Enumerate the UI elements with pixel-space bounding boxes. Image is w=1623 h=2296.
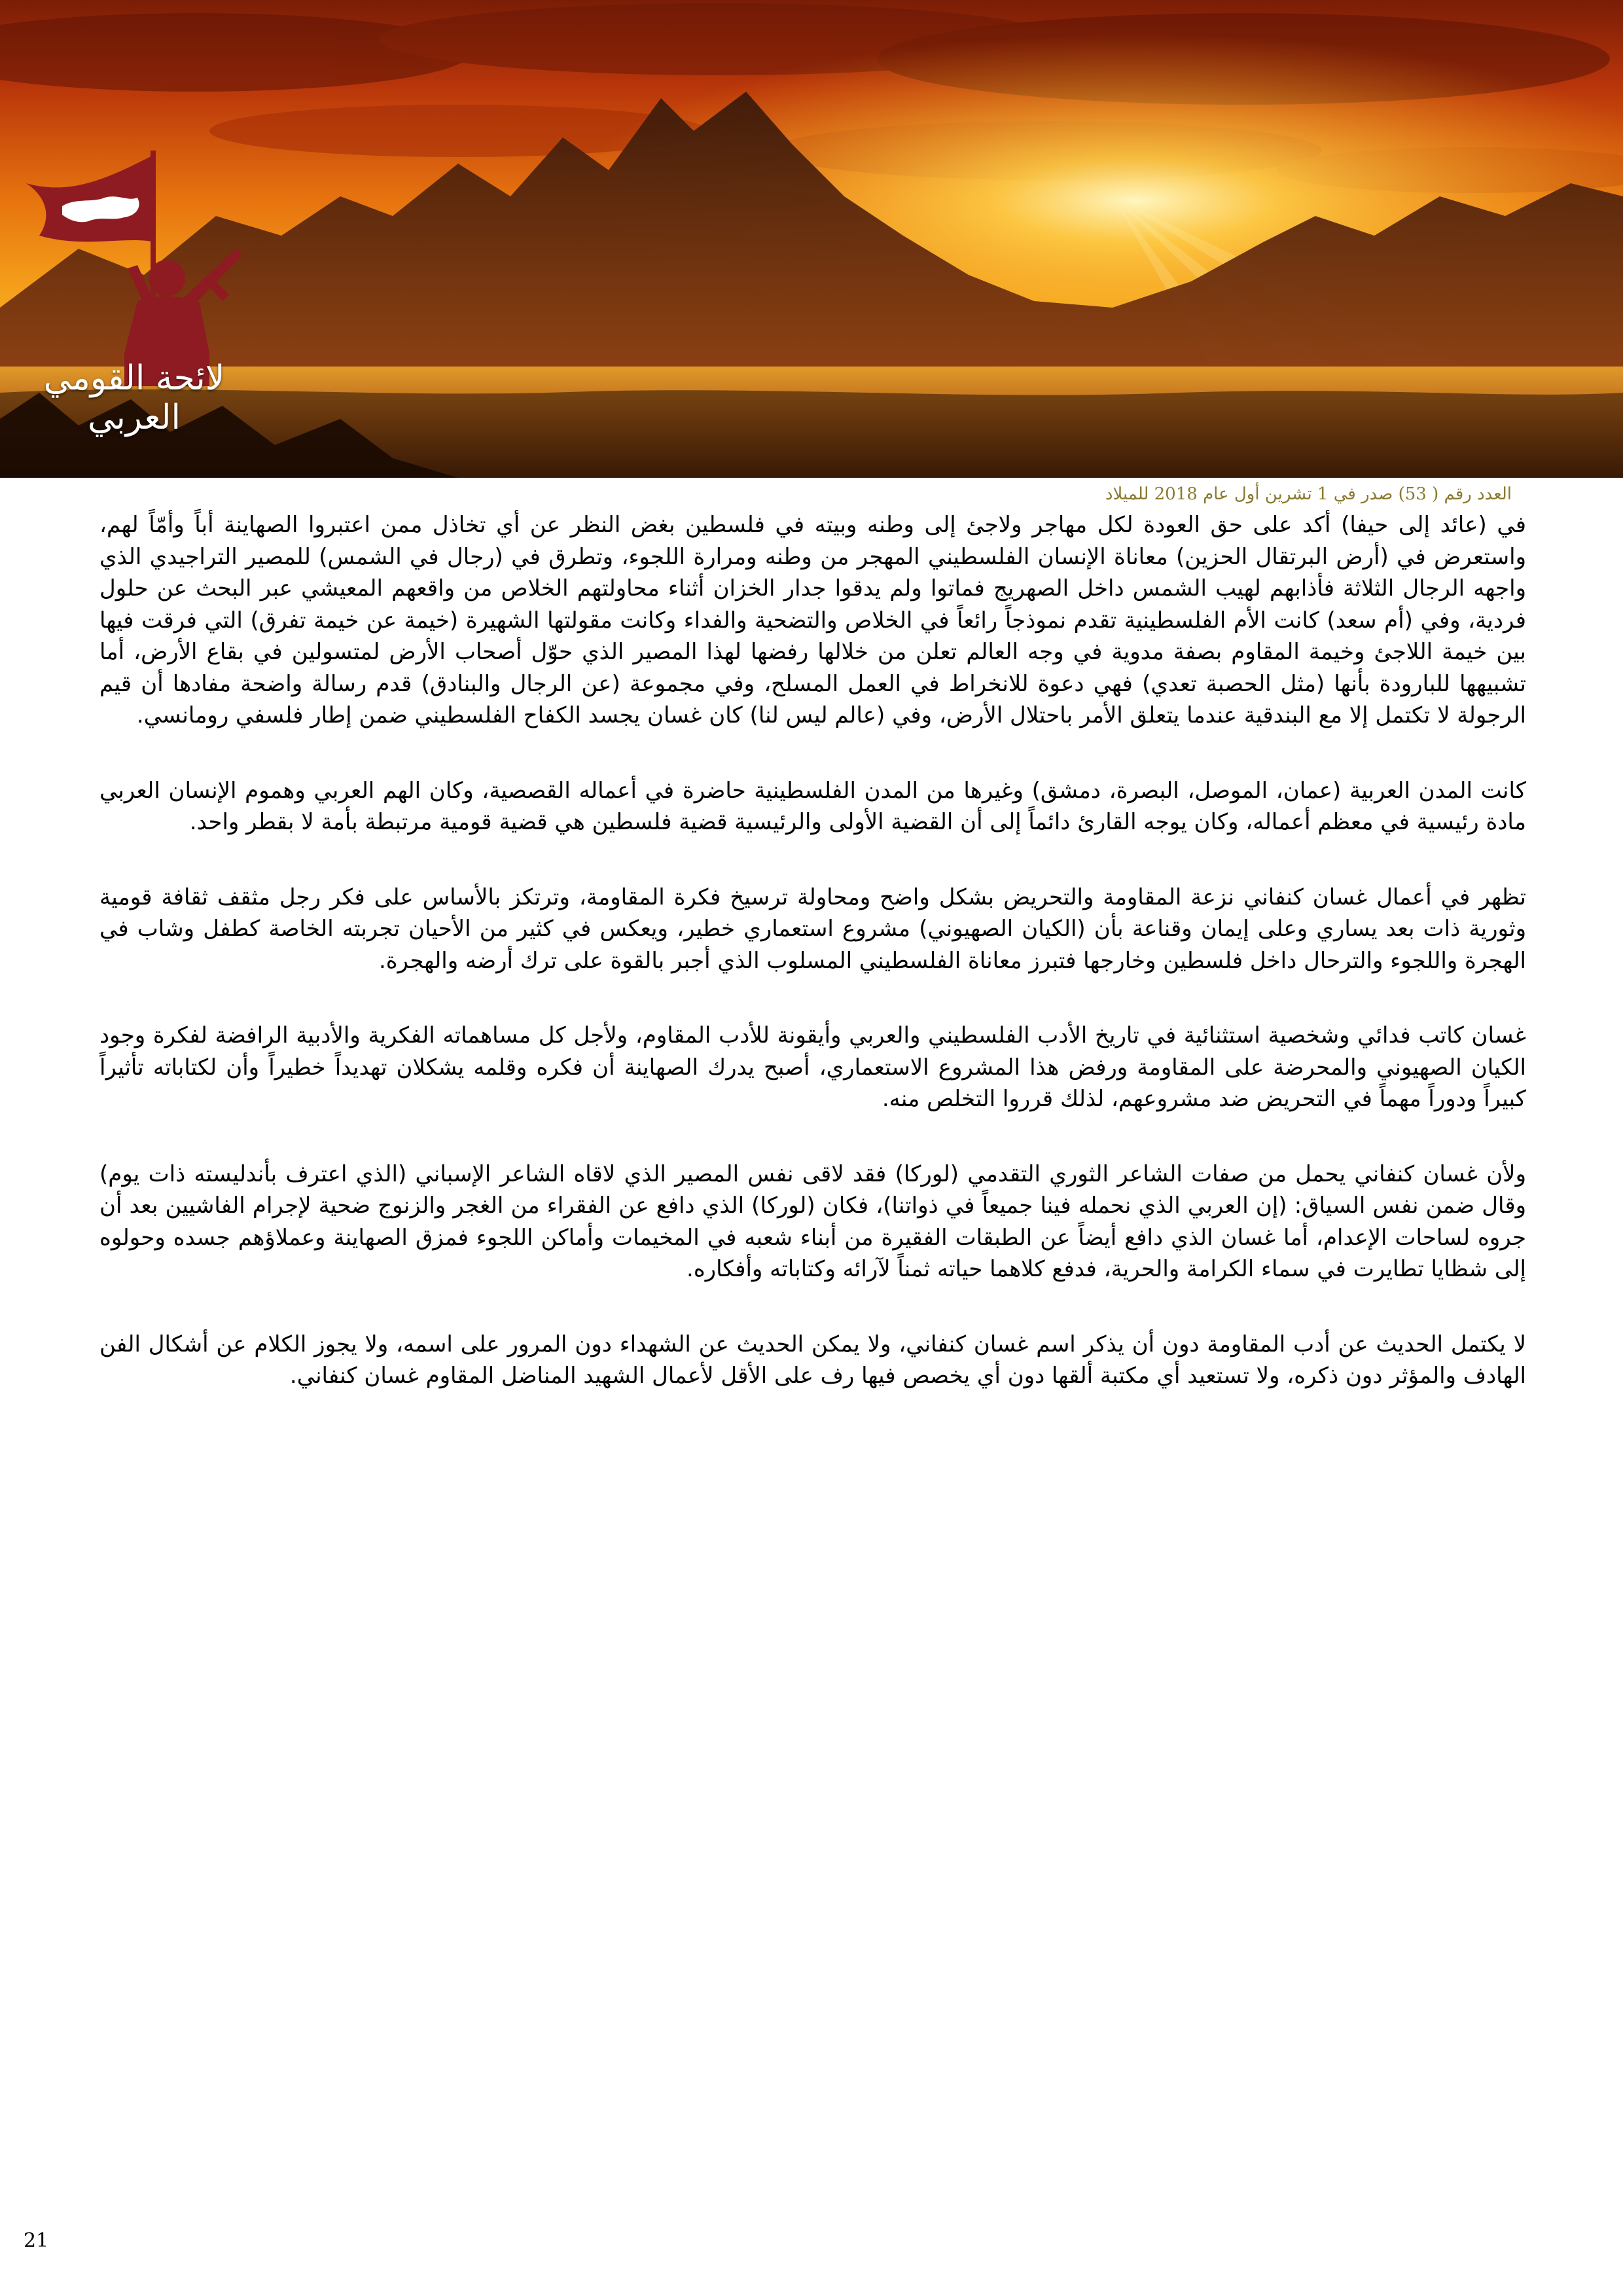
article-paragraph: لا يكتمل الحديث عن أدب المقاومة دون أن يذكر اسم غسان كنفاني، ولا يمكن الحديث عن الشهداء دون المرور على اسمه، ولا يجوز الكلام عن أشكال الفن الهادف والمؤثر دون ذكره، ولا تستعيد أي مكتبة ألقها دون أي يخصص فيها رف على الأقل لأعمال الشهيد المناضل المقاوم غسان كنفاني.: [99, 1331, 1526, 1389]
article-paragraph: كانت المدن العربية (عمان، الموصل، البصرة، دمشق) وغيرها من المدن الفلسطينية حاضرة في أعماله القصصية، وكان الهم العربي وهموم الإنسان العربي مادة رئيسية في معظم أعماله، وكان يوجه القارئ دائماً إلى أن القضية الأولى والرئيسية قضية فلسطين هي قضية قومية مرتبطة بأمة لا بقطر واحد.: [99, 777, 1526, 835]
article-paragraph: تظهر في أعمال غسان كنفاني نزعة المقاومة والتحريض بشكل واضح ومحاولة ترسيخ فكرة المقاومة، وترتكز بالأساس على فكر رجل مثقف ثقافة قومية وثورية ذات بعد يساري وعلى إيمان وقناعة بأن (الكيان الصهيوني) مشروع استعماري خطير، ويعكس في كثير من الأحيان تجربته الخاصة كطفل وشاب في الهجرة واللجوء والترحال داخل فلسطين وخارجها فتبرز معاناة الفلسطيني المسلوب الذي أجبر بالقوة على ترك أرضه والهجرة.: [99, 884, 1526, 974]
header-banner: [0, 0, 1623, 478]
flag-icon: [26, 154, 156, 242]
logo-caption: لائحة القومي العربي: [43, 359, 225, 437]
figure-head: [149, 260, 185, 296]
article-body: [99, 509, 1526, 1435]
article-paragraph: غسان كاتب فدائي وشخصية استثنائية في تاريخ الأدب الفلسطيني والعربي وأيقونة للأدب المقاوم، ولأجل كل مساهماته الفكرية والأدبية الرافضة لفكرة وجود الكيان الصهيوني والمحرضة على المقاومة ورفض هذا المشروع الاستعماري، أصبح يدرك الصهاينة أن فكره وقلمه يشكلان تهديداً خطيراً وأن لكتاباته تأثيراً كبيراً ودوراً مهماً في التحريض ضد مشروعهم، لذلك قرروا التخلص منه.: [99, 1022, 1526, 1112]
article-paragraph: ولأن غسان كنفاني يحمل من صفات الشاعر الثوري التقدمي (لوركا) فقد لاقى نفس المصير الذي لاقاه الشاعر الإسباني (الذي اعترف بأندليسته ذات يوم) وقال ضمن نفس السياق: (إن العربي الذي نحمله فينا جميعاً في ذواتنا)، فكان (لوركا) الذي دافع عن الفقراء من الغجر والزنوج ضحية لإجرام الفاشيين بعد أن جروه لساحات الإعدام، أما غسان الذي دافع أيضاً عن الطبقات الفقيرة من أبناء شعبه في المخيمات وأماكن اللجوء فمزق الصهاينة وعملاؤهم جسده وحولوه إلى شظايا تطايرت في سماء الكرامة والحرية، فدفع كلاهما حياته ثمناً لآرائه وكتاباته وأفكاره.: [99, 1160, 1526, 1282]
issue-info: العدد رقم ( 53) صدر في 1 تشرين أول عام 2018 للميلاد: [1105, 484, 1512, 504]
article-paragraph: في (عائد إلى حيفا) أكد على حق العودة لكل مهاجر ولاجئ إلى وطنه وبيته في فلسطين بغض النظر عن أي تخاذل ممن اعتبروا الصهاينة أباً وأمّاً لهم، واستعرض في (أرض البرتقال الحزين) معاناة الإنسان الفلسطيني المهجر من وطنه ومرارة اللجوء، وتطرق في (رجال في الشمس) للمصير التراجيدي الذي واجهه الرجال الثلاثة فأذابهم لهيب الشمس داخل الصهريج فماتوا ولم يدقوا جدار الخزان أثناء محاولتهم الخلاص من واقعهم المعيشي عبر البحث عن حلول فردية، وفي (أم سعد) كانت الأم الفلسطينية تقدم نموذجاً رائعاً في الخلاص والتضحية والفداء وكانت مقولتها الشهيرة (خيمة عن خيمة تفرق) التي فرقت فيها بين خيمة اللاجئ وخيمة المقاوم بصفة مدوية في وجه العالم تعلن من خلالها رفضها لهذا المصير الذي حوّل أصحاب الأرض لمتسولين في بقاع الأرض، أما تشبيهها للبارودة بأنها (مثل الحصبة تعدي) فهي دعوة للانخراط في العمل المسلح، وفي مجموعة (عن الرجال والبنادق) قدم رسالة واضحة مفادها أن قيم الرجولة لا تكتمل إلا مع البندقية عندما يتعلق الأمر باحتلال الأرض، وفي (عالم ليس لنا) كان غسان يجسد الكفاح الفلسطيني ضمن إطار فلسفي رومانسي.: [99, 512, 1526, 728]
page-number: 21: [24, 2229, 49, 2252]
